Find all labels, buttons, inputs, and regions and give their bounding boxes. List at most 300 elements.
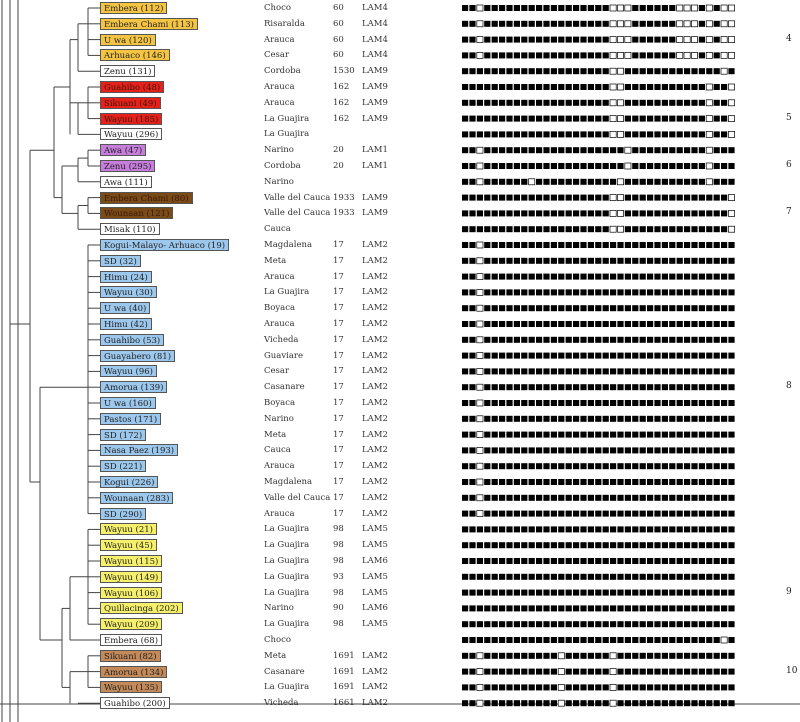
spoligotype-pattern xyxy=(462,116,735,122)
spacer-present xyxy=(706,400,712,406)
spacer-absent xyxy=(558,700,564,706)
spacer-present xyxy=(647,226,653,232)
spacer-present xyxy=(529,52,535,58)
spacer-present xyxy=(521,684,527,690)
spacer-present xyxy=(677,574,683,580)
spacer-present xyxy=(654,558,660,564)
spacer-present xyxy=(647,368,653,374)
spacer-present xyxy=(684,447,690,453)
spacer-present xyxy=(625,590,631,596)
spacer-present xyxy=(492,684,498,690)
spacer-present xyxy=(721,163,727,169)
region-text: La Guajira xyxy=(264,619,310,630)
spacer-present xyxy=(684,653,690,659)
spacer-present xyxy=(514,526,520,532)
spacer-present xyxy=(514,274,520,280)
spacer-present xyxy=(684,605,690,611)
spacer-present xyxy=(706,511,712,517)
lineage-text: LAM2 xyxy=(362,382,388,393)
spacer-absent xyxy=(706,100,712,106)
spacer-present xyxy=(669,274,675,280)
spacer-present xyxy=(699,210,705,216)
spacer-present xyxy=(669,258,675,264)
spacer-present xyxy=(558,321,564,327)
spacer-present xyxy=(699,147,705,153)
spacer-absent xyxy=(477,163,483,169)
spacer-present xyxy=(469,368,475,374)
spacer-present xyxy=(617,274,623,280)
spacer-present xyxy=(625,353,631,359)
spacer-present xyxy=(647,590,653,596)
spacer-absent xyxy=(728,226,734,232)
spacer-present xyxy=(625,463,631,469)
lineage-text: LAM5 xyxy=(362,571,388,582)
spacer-present xyxy=(529,289,535,295)
spacer-present xyxy=(506,195,512,201)
spacer-present xyxy=(499,116,505,122)
spacer-present xyxy=(603,432,609,438)
isolate-label: Wounaan (283) xyxy=(100,492,173,504)
spacer-present xyxy=(640,37,646,43)
spacer-present xyxy=(469,116,475,122)
isolate-label: Wayuu (21) xyxy=(100,523,157,535)
spacer-present xyxy=(595,305,601,311)
spacer-present xyxy=(588,226,594,232)
spacer-present xyxy=(492,116,498,122)
spacer-present xyxy=(721,337,727,343)
spacer-present xyxy=(654,84,660,90)
sit-number: 98 xyxy=(333,524,344,535)
spacer-present xyxy=(469,305,475,311)
spacer-present xyxy=(662,574,668,580)
spacer-present xyxy=(469,526,475,532)
spacer-absent xyxy=(477,52,483,58)
spacer-present xyxy=(543,210,549,216)
spacer-present xyxy=(728,495,734,501)
sit-number: 1933 xyxy=(333,192,355,203)
spacer-present xyxy=(536,542,542,548)
spacer-absent xyxy=(617,131,623,137)
spacer-present xyxy=(691,384,697,390)
spacer-present xyxy=(706,353,712,359)
spacer-present xyxy=(566,432,572,438)
spacer-present xyxy=(677,337,683,343)
spacer-present xyxy=(677,353,683,359)
spacer-present xyxy=(654,621,660,627)
sit-number: 1530 xyxy=(333,66,355,77)
spacer-present xyxy=(492,5,498,11)
spacer-present xyxy=(714,37,720,43)
isolate-label: Guayabero (81) xyxy=(100,350,175,362)
spacer-present xyxy=(669,37,675,43)
spoligotype-pattern xyxy=(462,400,735,406)
spacer-present xyxy=(728,289,734,295)
spacer-present xyxy=(506,669,512,675)
lineage-text: LAM6 xyxy=(362,603,388,614)
spacer-present xyxy=(484,52,490,58)
sit-number: 1691 xyxy=(333,650,355,661)
spacer-present xyxy=(521,68,527,74)
spacer-present xyxy=(551,353,557,359)
spacer-present xyxy=(469,574,475,580)
spacer-present xyxy=(543,463,549,469)
spacer-present xyxy=(566,5,572,11)
spacer-present xyxy=(647,274,653,280)
spacer-present xyxy=(529,337,535,343)
spacer-present xyxy=(462,621,468,627)
spacer-present xyxy=(691,621,697,627)
spacer-present xyxy=(640,353,646,359)
spacer-present xyxy=(514,574,520,580)
spacer-present xyxy=(462,590,468,596)
spacer-absent xyxy=(477,337,483,343)
spacer-present xyxy=(566,305,572,311)
spacer-present xyxy=(499,195,505,201)
spoligotype-pattern xyxy=(462,542,735,548)
spacer-present xyxy=(677,621,683,627)
spacer-present xyxy=(462,495,468,501)
sit-number: 60 xyxy=(333,18,344,29)
spacer-present xyxy=(573,479,579,485)
spacer-present xyxy=(499,621,505,627)
spacer-present xyxy=(669,542,675,548)
spacer-present xyxy=(506,274,512,280)
spacer-present xyxy=(492,558,498,564)
spoligotype-pattern xyxy=(462,447,735,453)
spacer-present xyxy=(714,242,720,248)
spacer-present xyxy=(691,210,697,216)
spacer-present xyxy=(580,274,586,280)
spacer-present xyxy=(714,684,720,690)
spacer-present xyxy=(492,495,498,501)
spacer-present xyxy=(536,179,542,185)
spacer-present xyxy=(610,495,616,501)
spacer-present xyxy=(654,100,660,106)
spacer-absent xyxy=(728,37,734,43)
spacer-present xyxy=(691,226,697,232)
spacer-present xyxy=(647,179,653,185)
spacer-present xyxy=(506,621,512,627)
spacer-present xyxy=(484,289,490,295)
spacer-present xyxy=(469,495,475,501)
sit-number: 60 xyxy=(333,34,344,45)
spacer-present xyxy=(529,21,535,27)
spacer-present xyxy=(632,258,638,264)
spacer-present xyxy=(536,258,542,264)
spacer-present xyxy=(677,258,683,264)
spacer-present xyxy=(521,542,527,548)
spacer-present xyxy=(625,368,631,374)
spacer-present xyxy=(499,52,505,58)
spacer-present xyxy=(543,368,549,374)
spacer-present xyxy=(521,479,527,485)
spacer-present xyxy=(521,116,527,122)
isolate-label: Wounaan (121) xyxy=(100,207,173,219)
spacer-present xyxy=(529,258,535,264)
spacer-present xyxy=(610,542,616,548)
spacer-present xyxy=(499,432,505,438)
spacer-present xyxy=(662,400,668,406)
spacer-present xyxy=(669,289,675,295)
spacer-present xyxy=(721,84,727,90)
spacer-absent xyxy=(677,21,683,27)
spacer-present xyxy=(469,68,475,74)
spacer-present xyxy=(588,195,594,201)
spacer-absent xyxy=(610,195,616,201)
spacer-present xyxy=(691,147,697,153)
spacer-present xyxy=(588,637,594,643)
spacer-present xyxy=(610,400,616,406)
spacer-present xyxy=(484,68,490,74)
isolate-label: Zenu (131) xyxy=(100,65,155,77)
spoligotype-pattern xyxy=(462,52,735,58)
spacer-present xyxy=(684,68,690,74)
spacer-present xyxy=(558,368,564,374)
spacer-present xyxy=(492,353,498,359)
spacer-present xyxy=(647,700,653,706)
spacer-present xyxy=(714,289,720,295)
spacer-present xyxy=(543,274,549,280)
spacer-present xyxy=(484,179,490,185)
spacer-present xyxy=(699,447,705,453)
sit-number: 1661 xyxy=(333,698,355,709)
isolate-label: Wayuu (296) xyxy=(100,128,162,140)
spacer-present xyxy=(551,210,557,216)
spacer-present xyxy=(721,416,727,422)
spoligotype-pattern xyxy=(462,258,735,264)
spacer-present xyxy=(529,432,535,438)
spacer-present xyxy=(477,195,483,201)
spacer-present xyxy=(603,226,609,232)
sit-number: 17 xyxy=(333,445,344,456)
spacer-present xyxy=(588,21,594,27)
spacer-absent xyxy=(625,52,631,58)
spacer-present xyxy=(588,432,594,438)
spacer-present xyxy=(714,558,720,564)
spacer-present xyxy=(462,511,468,517)
spacer-present xyxy=(543,590,549,596)
spacer-present xyxy=(603,147,609,153)
spacer-present xyxy=(684,400,690,406)
spacer-present xyxy=(573,274,579,280)
region-text: Cordoba xyxy=(264,161,301,171)
lineage-text: LAM4 xyxy=(362,3,388,13)
spacer-present xyxy=(699,574,705,580)
spacer-present xyxy=(499,479,505,485)
spacer-present xyxy=(484,305,490,311)
spacer-present xyxy=(521,463,527,469)
spacer-present xyxy=(462,37,468,43)
sit-number: 17 xyxy=(333,492,344,503)
sit-number: 162 xyxy=(333,113,350,124)
spoligotype-pattern xyxy=(462,653,735,659)
spacer-absent xyxy=(610,700,616,706)
spacer-present xyxy=(536,700,542,706)
spacer-present xyxy=(558,305,564,311)
spacer-present xyxy=(588,84,594,90)
spacer-present xyxy=(477,542,483,548)
spacer-present xyxy=(684,321,690,327)
spacer-present xyxy=(499,384,505,390)
sit-number: 17 xyxy=(333,382,344,393)
spacer-present xyxy=(625,179,631,185)
spacer-present xyxy=(462,700,468,706)
spacer-present xyxy=(506,21,512,27)
spacer-present xyxy=(684,684,690,690)
spacer-absent xyxy=(610,116,616,122)
spacer-present xyxy=(558,289,564,295)
spacer-present xyxy=(580,368,586,374)
spacer-absent xyxy=(610,210,616,216)
spacer-present xyxy=(521,147,527,153)
spacer-present xyxy=(543,321,549,327)
spacer-absent xyxy=(477,495,483,501)
spacer-present xyxy=(677,700,683,706)
spacer-present xyxy=(684,479,690,485)
spoligotype-pattern xyxy=(462,163,735,169)
spacer-present xyxy=(462,416,468,422)
spacer-present xyxy=(728,637,734,643)
spacer-present xyxy=(610,432,616,438)
spacer-present xyxy=(699,353,705,359)
spacer-present xyxy=(484,321,490,327)
spacer-present xyxy=(492,258,498,264)
spacer-present xyxy=(595,637,601,643)
spacer-present xyxy=(536,653,542,659)
spacer-absent xyxy=(721,52,727,58)
spacer-present xyxy=(610,416,616,422)
spacer-present xyxy=(706,653,712,659)
spacer-present xyxy=(462,163,468,169)
spacer-present xyxy=(721,242,727,248)
isolate-label: U wa (160) xyxy=(100,397,156,409)
spacer-present xyxy=(536,84,542,90)
spacer-present xyxy=(499,242,505,248)
spacer-present xyxy=(691,289,697,295)
spacer-present xyxy=(691,558,697,564)
spacer-present xyxy=(595,542,601,548)
spacer-present xyxy=(529,574,535,580)
spacer-present xyxy=(484,590,490,596)
spacer-present xyxy=(706,479,712,485)
spacer-present xyxy=(484,384,490,390)
spacer-present xyxy=(484,147,490,153)
spacer-present xyxy=(514,495,520,501)
spacer-present xyxy=(714,52,720,58)
spacer-present xyxy=(595,605,601,611)
spacer-absent xyxy=(677,37,683,43)
spacer-present xyxy=(484,558,490,564)
spacer-present xyxy=(684,700,690,706)
spacer-present xyxy=(640,195,646,201)
spacer-present xyxy=(662,605,668,611)
spacer-present xyxy=(521,21,527,27)
spacer-present xyxy=(462,5,468,11)
lineage-text: LAM9 xyxy=(362,66,388,77)
spacer-present xyxy=(595,463,601,469)
spacer-present xyxy=(514,337,520,343)
lineage-text: LAM2 xyxy=(362,698,388,709)
spacer-present xyxy=(640,447,646,453)
spacer-present xyxy=(484,684,490,690)
spacer-present xyxy=(558,147,564,153)
lineage-text: LAM2 xyxy=(362,287,388,298)
spoligotype-pattern xyxy=(462,700,735,706)
spacer-present xyxy=(677,684,683,690)
spacer-present xyxy=(706,432,712,438)
spacer-present xyxy=(632,669,638,675)
spacer-present xyxy=(640,605,646,611)
spacer-present xyxy=(677,416,683,422)
spacer-present xyxy=(566,116,572,122)
spacer-present xyxy=(558,131,564,137)
spacer-present xyxy=(714,495,720,501)
spacer-present xyxy=(558,574,564,580)
spacer-present xyxy=(566,210,572,216)
spacer-present xyxy=(625,68,631,74)
spacer-present xyxy=(529,590,535,596)
spacer-present xyxy=(728,258,734,264)
spacer-present xyxy=(728,542,734,548)
spacer-present xyxy=(632,321,638,327)
spacer-present xyxy=(506,463,512,469)
region-text: La Guajira xyxy=(264,287,310,298)
region-text: Boyaca xyxy=(264,398,296,408)
spacer-present xyxy=(484,700,490,706)
isolate-label: Awa (111) xyxy=(100,176,152,188)
spacer-present xyxy=(477,526,483,532)
spacer-present xyxy=(484,195,490,201)
spacer-present xyxy=(469,653,475,659)
spacer-present xyxy=(647,163,653,169)
spacer-present xyxy=(640,321,646,327)
spacer-present xyxy=(728,463,734,469)
spacer-present xyxy=(677,84,683,90)
spacer-present xyxy=(551,574,557,580)
region-text: Valle del Cauca xyxy=(264,492,331,503)
spacer-present xyxy=(566,163,572,169)
spacer-present xyxy=(662,511,668,517)
spacer-absent xyxy=(610,5,616,11)
spacer-present xyxy=(699,226,705,232)
spacer-present xyxy=(691,400,697,406)
region-text: Casanare xyxy=(264,382,305,393)
spacer-present xyxy=(654,321,660,327)
spacer-present xyxy=(506,590,512,596)
spacer-present xyxy=(654,353,660,359)
spacer-present xyxy=(536,5,542,11)
spacer-present xyxy=(514,447,520,453)
spacer-present xyxy=(699,384,705,390)
spacer-present xyxy=(595,669,601,675)
spacer-present xyxy=(721,574,727,580)
spacer-present xyxy=(514,637,520,643)
spacer-present xyxy=(573,321,579,327)
spoligotype-pattern xyxy=(462,368,735,374)
isolate-label: Wayuu (30) xyxy=(100,286,157,298)
spacer-present xyxy=(684,416,690,422)
spacer-present xyxy=(492,274,498,280)
spacer-present xyxy=(691,100,697,106)
spacer-present xyxy=(654,416,660,422)
spacer-present xyxy=(536,495,542,501)
spacer-absent xyxy=(691,52,697,58)
spacer-present xyxy=(662,558,668,564)
spacer-present xyxy=(521,274,527,280)
spacer-present xyxy=(691,416,697,422)
spoligotype-pattern xyxy=(462,289,735,295)
spacer-present xyxy=(543,479,549,485)
